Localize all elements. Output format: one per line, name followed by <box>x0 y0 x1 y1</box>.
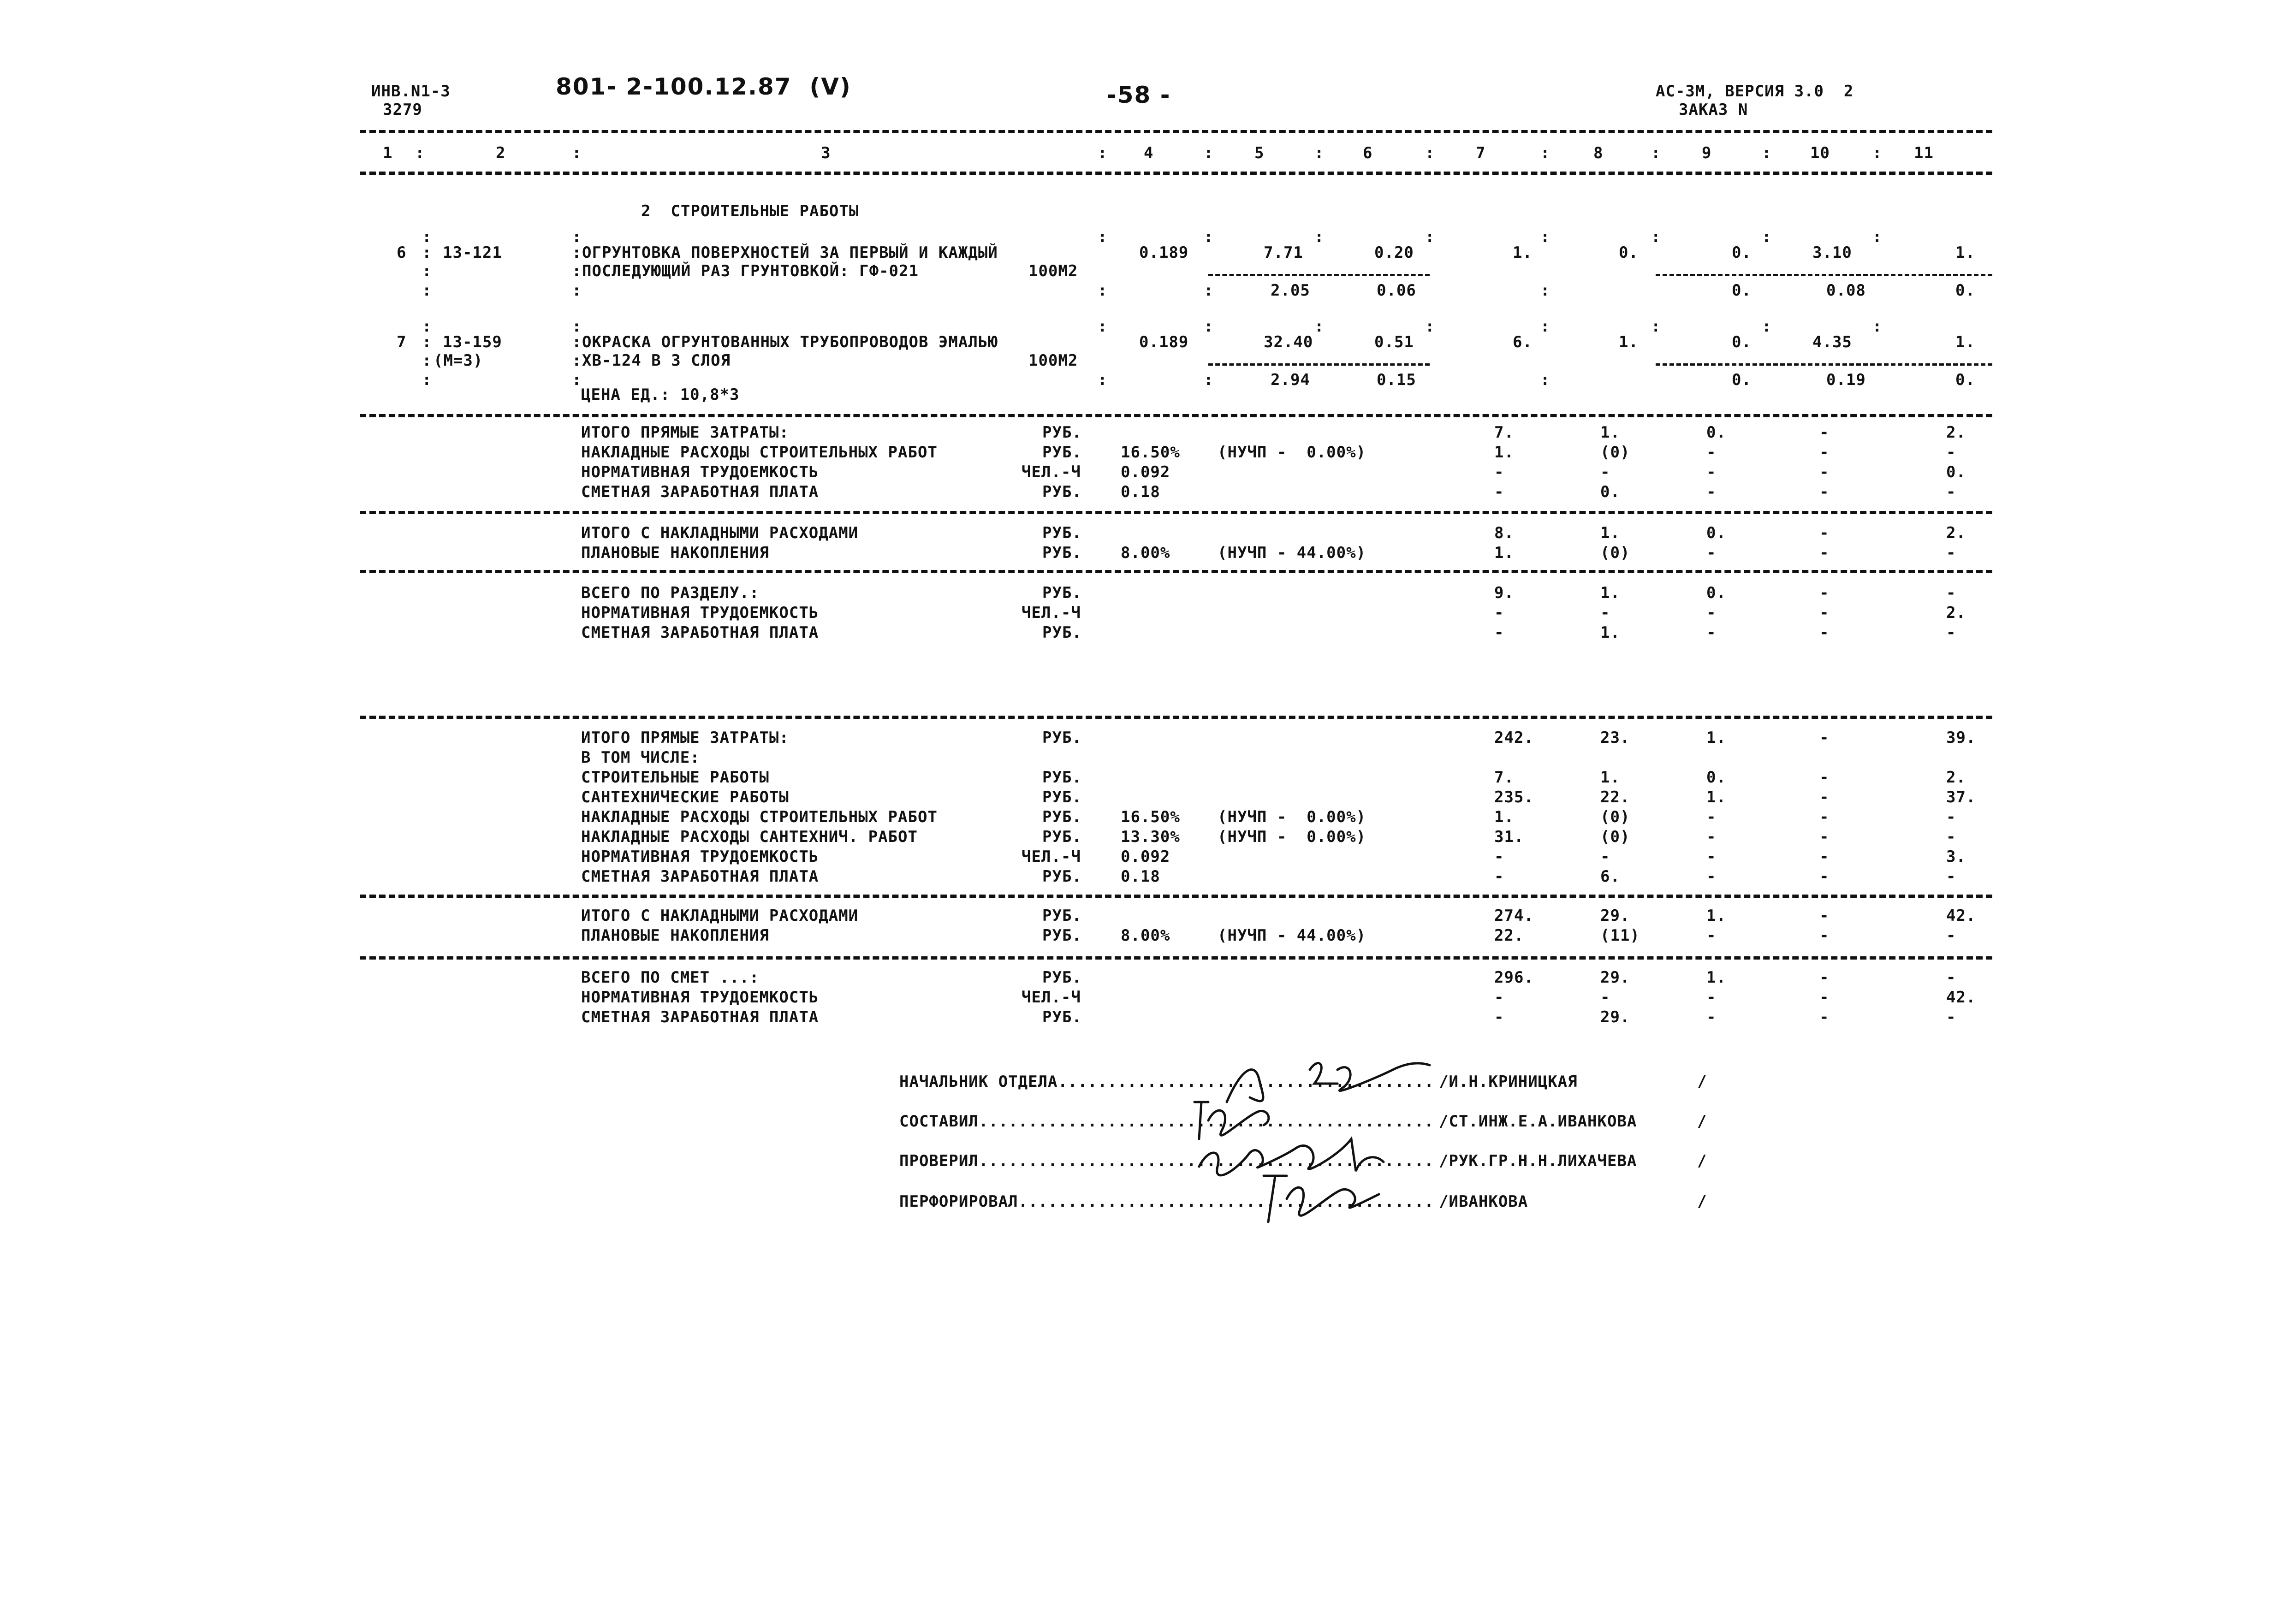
total-col7: 7. <box>1494 423 1514 442</box>
total-col7: 1. <box>1494 544 1514 562</box>
total-unit: РУБ. <box>1042 423 1082 442</box>
total-col10: - <box>1819 788 1830 806</box>
total-label: ВСЕГО ПО РАЗДЕЛУ.: <box>581 584 760 602</box>
total-label: ВСЕГО ПО СМЕТ ...: <box>581 968 760 987</box>
col11-sub-value: 0. <box>1955 371 1975 389</box>
column-number: 11 <box>1914 144 1934 162</box>
total-col9: - <box>1706 926 1717 945</box>
total-label: НАКЛАДНЫЕ РАСХОДЫ СТРОИТЕЛЬНЫХ РАБОТ <box>581 808 938 826</box>
col11-value: 1. <box>1955 333 1975 351</box>
item-description: ОКРАСКА ОГРУНТОВАННЫХ ТРУБОПРОВОДОВ ЭМАЛЬЮ <box>582 333 998 351</box>
total-col8: (0) <box>1600 828 1630 846</box>
item-number: 7 <box>397 333 407 351</box>
total-col11: - <box>1946 544 1956 562</box>
total-rate: 8.00% <box>1121 544 1170 562</box>
total-col11: 2. <box>1946 423 1966 442</box>
total-col11: - <box>1946 808 1956 826</box>
total-col10: - <box>1819 623 1830 642</box>
total-rate: 0.18 <box>1121 483 1160 501</box>
signature-perforator <box>1245 1167 1384 1227</box>
item-separator: : <box>422 351 432 370</box>
signature-name: /РУК.ГР.Н.Н.ЛИХАЧЕВА <box>1439 1152 1637 1170</box>
column-number: 3 <box>821 144 831 162</box>
total-col8: - <box>1600 604 1610 622</box>
total-col11: - <box>1946 443 1956 462</box>
total-col8: - <box>1600 848 1610 866</box>
total-col7: 7. <box>1494 768 1514 787</box>
row-marker: : <box>422 281 432 300</box>
cell-divider <box>1208 274 1430 276</box>
total-col10: - <box>1819 729 1830 747</box>
total-col9: - <box>1706 988 1717 1007</box>
section-rule <box>360 511 1992 514</box>
col8-value: 1. <box>1619 333 1639 351</box>
total-unit: РУБ. <box>1042 768 1082 787</box>
total-col8: - <box>1600 463 1610 481</box>
col5-sub-value: 2.05 <box>1271 281 1310 300</box>
row-marker: : <box>1872 317 1883 336</box>
total-col7: 296. <box>1494 968 1534 987</box>
total-col10: - <box>1819 926 1830 945</box>
total-col8: 29. <box>1600 907 1630 925</box>
total-col7: 31. <box>1494 828 1524 846</box>
total-unit: РУБ. <box>1042 867 1082 886</box>
total-col8: 23. <box>1600 729 1630 747</box>
total-label: ПЛАНОВЫЕ НАКОПЛЕНИЯ <box>581 926 769 945</box>
total-label: ИТОГО С НАКЛАДНЫМИ РАСХОДАМИ <box>581 524 859 542</box>
col10-sub-value: 0.19 <box>1826 371 1866 389</box>
item-separator: : <box>572 243 582 262</box>
total-unit: РУБ. <box>1042 808 1082 826</box>
total-col10: - <box>1819 1008 1830 1026</box>
total-col8: (11) <box>1600 926 1640 945</box>
unit-price-note: ЦЕНА ЕД.: 10,8*3 <box>581 385 740 404</box>
total-col7: - <box>1494 483 1504 501</box>
total-col10: - <box>1819 848 1830 866</box>
total-label: НОРМАТИВНАЯ ТРУДОЕМКОСТЬ <box>581 988 819 1007</box>
total-rate: 8.00% <box>1121 926 1170 945</box>
row-marker: : <box>1540 281 1550 300</box>
signature-end-mark: / <box>1697 1112 1707 1131</box>
total-unit: РУБ. <box>1042 483 1082 501</box>
signature-name: /ИВАНКОВА <box>1439 1192 1528 1211</box>
total-label: ИТОГО С НАКЛАДНЫМИ РАСХОДАМИ <box>581 907 859 925</box>
column-separator: : <box>1204 144 1214 162</box>
row-marker: : <box>1540 317 1550 336</box>
total-col11: - <box>1946 968 1956 987</box>
item-unit: 100М2 <box>1028 262 1078 280</box>
total-col10: - <box>1819 443 1830 462</box>
col6-sub-value: 0.06 <box>1377 281 1416 300</box>
total-col9: - <box>1706 623 1717 642</box>
total-unit: ЧЕЛ.-Ч <box>1022 463 1081 481</box>
total-label: СМЕТНАЯ ЗАРАБОТНАЯ ПЛАТА <box>581 623 819 642</box>
total-col11: - <box>1946 1008 1956 1026</box>
total-col8: (0) <box>1600 443 1630 462</box>
item-number: 6 <box>397 243 407 262</box>
total-col7: 1. <box>1494 443 1514 462</box>
total-col9: 0. <box>1706 423 1726 442</box>
column-number: 1 <box>383 144 393 162</box>
total-col7: 8. <box>1494 524 1514 542</box>
total-label: САНТЕХНИЧЕСКИЕ РАБОТЫ <box>581 788 789 806</box>
section-title: 2 СТРОИТЕЛЬНЫЕ РАБОТЫ <box>641 202 859 220</box>
total-col7: - <box>1494 848 1504 866</box>
total-col10: - <box>1819 544 1830 562</box>
total-col9: 1. <box>1706 788 1726 806</box>
total-unit: РУБ. <box>1042 1008 1082 1026</box>
total-col9: - <box>1706 867 1717 886</box>
total-col9: 0. <box>1706 768 1726 787</box>
row-marker: : <box>1762 228 1772 246</box>
total-label: ИТОГО ПРЯМЫЕ ЗАТРАТЫ: <box>581 423 789 442</box>
column-separator: : <box>1098 144 1108 162</box>
header-rule-bottom <box>360 172 1992 175</box>
total-unit: РУБ. <box>1042 623 1082 642</box>
total-nuchp: (НУЧП - 0.00%) <box>1218 443 1366 462</box>
total-col8: 29. <box>1600 1008 1630 1026</box>
row-marker: : <box>572 317 582 336</box>
total-col10: - <box>1819 584 1830 602</box>
total-col10: - <box>1819 463 1830 481</box>
total-col7: 242. <box>1494 729 1534 747</box>
column-number: 4 <box>1144 144 1154 162</box>
item-separator: : <box>572 351 582 370</box>
item-description-cont: ХВ-124 В 3 СЛОЯ <box>582 351 731 370</box>
total-unit: РУБ. <box>1042 968 1082 987</box>
total-col10: - <box>1819 524 1830 542</box>
total-col7: - <box>1494 867 1504 886</box>
row-marker: : <box>1540 228 1550 246</box>
row-marker: : <box>1651 228 1661 246</box>
total-rate: 13.30% <box>1121 828 1180 846</box>
cell-divider <box>1208 363 1430 366</box>
inventory-number: 3279 <box>383 101 422 119</box>
row-marker: : <box>1314 317 1325 336</box>
section-rule <box>360 716 1992 719</box>
row-marker: : <box>1540 371 1550 389</box>
total-col9: - <box>1706 443 1717 462</box>
col6-value: 0.51 <box>1374 333 1414 351</box>
total-rate: 16.50% <box>1121 443 1180 462</box>
total-col8: 29. <box>1600 968 1630 987</box>
row-marker: : <box>1204 228 1214 246</box>
total-label: НАКЛАДНЫЕ РАСХОДЫ СТРОИТЕЛЬНЫХ РАБОТ <box>581 443 938 462</box>
program-version: АС-3М, ВЕРСИЯ 3.0 2 <box>1656 82 1854 101</box>
item-unit: 100М2 <box>1028 351 1078 370</box>
signature-role: СОСТАВИЛ <box>899 1112 979 1131</box>
total-unit: ЧЕЛ.-Ч <box>1022 848 1081 866</box>
row-marker: : <box>1651 317 1661 336</box>
row-marker: : <box>1314 228 1325 246</box>
total-col10: - <box>1819 907 1830 925</box>
row-marker: : <box>1425 317 1435 336</box>
total-unit: РУБ. <box>1042 544 1082 562</box>
column-separator: : <box>1762 144 1772 162</box>
section-rule <box>360 570 1992 573</box>
total-label: НАКЛАДНЫЕ РАСХОДЫ САНТЕХНИЧ. РАБОТ <box>581 828 918 846</box>
total-col8: (0) <box>1600 808 1630 826</box>
total-unit: РУБ. <box>1042 926 1082 945</box>
col4-value: 0.189 <box>1139 333 1189 351</box>
total-col9: 0. <box>1706 524 1726 542</box>
total-col9: - <box>1706 848 1717 866</box>
total-nuchp: (НУЧП - 44.00%) <box>1218 926 1366 945</box>
total-col10: - <box>1819 867 1830 886</box>
total-unit: РУБ. <box>1042 584 1082 602</box>
signature-dots: .............................................. <box>979 1112 1434 1131</box>
total-col11: - <box>1946 828 1956 846</box>
total-col9: - <box>1706 544 1717 562</box>
total-col7: - <box>1494 604 1504 622</box>
col9-sub-value: 0. <box>1732 281 1752 300</box>
col7-value: 1. <box>1513 243 1533 262</box>
column-separator: : <box>1872 144 1883 162</box>
total-col7: - <box>1494 1008 1504 1026</box>
total-col9: - <box>1706 604 1717 622</box>
total-rate: 0.092 <box>1121 463 1170 481</box>
column-number: 8 <box>1593 144 1604 162</box>
item-separator: : <box>572 333 582 351</box>
total-nuchp: (НУЧП - 0.00%) <box>1218 808 1366 826</box>
total-label: В ТОМ ЧИСЛЕ: <box>581 748 700 767</box>
column-number: 7 <box>1476 144 1486 162</box>
total-col8: 6. <box>1600 867 1620 886</box>
row-marker: : <box>1425 228 1435 246</box>
total-rate: 0.092 <box>1121 848 1170 866</box>
total-col10: - <box>1819 423 1830 442</box>
column-number: 6 <box>1363 144 1373 162</box>
total-col9: - <box>1706 483 1717 501</box>
column-number: 5 <box>1254 144 1265 162</box>
row-marker: : <box>1204 317 1214 336</box>
row-marker: : <box>572 371 582 389</box>
total-nuchp: (НУЧП - 0.00%) <box>1218 828 1366 846</box>
total-col11: - <box>1946 867 1956 886</box>
total-col8: (0) <box>1600 544 1630 562</box>
header-rule-top <box>360 130 1992 133</box>
item-code: 13-121 <box>443 243 502 262</box>
total-col10: - <box>1819 988 1830 1007</box>
col10-value: 4.35 <box>1812 333 1852 351</box>
total-col9: - <box>1706 1008 1717 1026</box>
total-col11: 42. <box>1946 907 1976 925</box>
item-code-extra: (М=3) <box>434 351 483 370</box>
row-marker: : <box>1098 228 1108 246</box>
total-col7: 274. <box>1494 907 1534 925</box>
total-col8: 1. <box>1600 524 1620 542</box>
total-col9: - <box>1706 828 1717 846</box>
total-col7: 235. <box>1494 788 1534 806</box>
signature-name: /СТ.ИНЖ.Е.А.ИВАНКОВА <box>1439 1112 1637 1131</box>
total-label: ПЛАНОВЫЕ НАКОПЛЕНИЯ <box>581 544 769 562</box>
total-label: НОРМАТИВНАЯ ТРУДОЕМКОСТЬ <box>581 848 819 866</box>
total-col8: 1. <box>1600 584 1620 602</box>
total-col10: - <box>1819 768 1830 787</box>
col6-sub-value: 0.15 <box>1377 371 1416 389</box>
row-marker: : <box>1098 317 1108 336</box>
col9-value: 0. <box>1732 333 1752 351</box>
col9-value: 0. <box>1732 243 1752 262</box>
signature-role: ПРОВЕРИЛ <box>899 1152 979 1170</box>
column-separator: : <box>1540 144 1550 162</box>
total-nuchp: (НУЧП - 44.00%) <box>1218 544 1366 562</box>
total-col8: 1. <box>1600 423 1620 442</box>
signature-end-mark: / <box>1697 1192 1707 1211</box>
total-col7: - <box>1494 463 1504 481</box>
total-label: НОРМАТИВНАЯ ТРУДОЕМКОСТЬ <box>581 463 819 481</box>
col4-value: 0.189 <box>1139 243 1189 262</box>
total-col11: - <box>1946 623 1956 642</box>
column-separator: : <box>1651 144 1661 162</box>
total-col9: - <box>1706 463 1717 481</box>
total-col11: 2. <box>1946 604 1966 622</box>
total-label: СМЕТНАЯ ЗАРАБОТНАЯ ПЛАТА <box>581 867 819 886</box>
total-col9: 0. <box>1706 584 1726 602</box>
row-marker: : <box>1872 228 1883 246</box>
col5-value: 32.40 <box>1264 333 1313 351</box>
total-label: СМЕТНАЯ ЗАРАБОТНАЯ ПЛАТА <box>581 483 819 501</box>
total-col10: - <box>1819 808 1830 826</box>
item-separator: : <box>422 333 432 351</box>
total-unit: РУБ. <box>1042 828 1082 846</box>
section-rule <box>360 956 1992 960</box>
order-label: ЗАКАЗ N <box>1679 101 1748 119</box>
total-label: СМЕТНАЯ ЗАРАБОТНАЯ ПЛАТА <box>581 1008 819 1026</box>
total-unit: РУБ. <box>1042 524 1082 542</box>
total-col11: 2. <box>1946 524 1966 542</box>
row-marker: : <box>422 371 432 389</box>
column-separator: : <box>1314 144 1325 162</box>
item-description: ОГРУНТОВКА ПОВЕРХНОСТЕЙ ЗА ПЕРВЫЙ И КАЖДЫЙ <box>582 243 998 262</box>
page-number: -58 - <box>1107 82 1171 108</box>
total-label: СТРОИТЕЛЬНЫЕ РАБОТЫ <box>581 768 769 787</box>
total-col9: 1. <box>1706 968 1726 987</box>
total-col11: 37. <box>1946 788 1976 806</box>
signature-role: ПЕРФОРИРОВАЛ <box>899 1192 1018 1211</box>
signature-name: /И.Н.КРИНИЦКАЯ <box>1439 1073 1578 1091</box>
item-code: 13-159 <box>443 333 502 351</box>
section-rule <box>360 414 1992 417</box>
document-code: 801- 2-100.12.87 (V) <box>556 73 851 100</box>
col6-value: 0.20 <box>1374 243 1414 262</box>
column-separator: : <box>415 144 425 162</box>
row-marker: : <box>1762 317 1772 336</box>
total-col11: - <box>1946 584 1956 602</box>
item-separator: : <box>572 262 582 280</box>
row-marker: : <box>1204 371 1214 389</box>
total-col7: - <box>1494 623 1504 642</box>
signature-dots: ...................................... <box>1058 1073 1434 1091</box>
row-marker: : <box>572 281 582 300</box>
col8-value: 0. <box>1619 243 1639 262</box>
item-description-cont: ПОСЛЕДУЮЩИЙ РАЗ ГРУНТОВКОЙ: ГФ-021 <box>582 262 919 280</box>
total-col7: 1. <box>1494 808 1514 826</box>
total-col11: 42. <box>1946 988 1976 1007</box>
total-col9: - <box>1706 808 1717 826</box>
column-separator: : <box>1425 144 1435 162</box>
total-unit: РУБ. <box>1042 729 1082 747</box>
row-marker: : <box>422 317 432 336</box>
total-col11: 0. <box>1946 463 1966 481</box>
col5-sub-value: 2.94 <box>1271 371 1310 389</box>
total-unit: РУБ. <box>1042 443 1082 462</box>
total-rate: 16.50% <box>1121 808 1180 826</box>
total-label: НОРМАТИВНАЯ ТРУДОЕМКОСТЬ <box>581 604 819 622</box>
col11-value: 1. <box>1955 243 1975 262</box>
total-col8: - <box>1600 988 1610 1007</box>
total-col10: - <box>1819 604 1830 622</box>
total-col11: - <box>1946 926 1956 945</box>
signature-dots: .............................................. <box>979 1152 1434 1170</box>
item-separator: : <box>422 262 432 280</box>
total-col9: 1. <box>1706 907 1726 925</box>
total-col10: - <box>1819 483 1830 501</box>
total-rate: 0.18 <box>1121 867 1160 886</box>
total-col10: - <box>1819 968 1830 987</box>
total-col8: 1. <box>1600 623 1620 642</box>
col11-sub-value: 0. <box>1955 281 1975 300</box>
row-marker: : <box>1098 371 1108 389</box>
signature-dots: .......................................... <box>1018 1192 1434 1211</box>
total-label: ИТОГО ПРЯМЫЕ ЗАТРАТЫ: <box>581 729 789 747</box>
total-col8: 0. <box>1600 483 1620 501</box>
total-col7: - <box>1494 988 1504 1007</box>
signature-end-mark: / <box>1697 1152 1707 1170</box>
row-marker: : <box>572 228 582 246</box>
section-rule <box>360 895 1992 898</box>
cell-divider <box>1656 274 1992 276</box>
inventory-label: ИНВ.N1-3 <box>371 82 451 101</box>
total-col10: - <box>1819 828 1830 846</box>
column-number: 2 <box>496 144 506 162</box>
total-unit: ЧЕЛ.-Ч <box>1022 988 1081 1007</box>
row-marker: : <box>1204 281 1214 300</box>
cell-divider <box>1656 363 1992 366</box>
total-col7: 9. <box>1494 584 1514 602</box>
col10-sub-value: 0.08 <box>1826 281 1866 300</box>
row-marker: : <box>1098 281 1108 300</box>
col5-value: 7.71 <box>1264 243 1303 262</box>
column-number: 9 <box>1702 144 1712 162</box>
col10-value: 3.10 <box>1812 243 1852 262</box>
total-unit: РУБ. <box>1042 788 1082 806</box>
total-unit: РУБ. <box>1042 907 1082 925</box>
total-col11: 3. <box>1946 848 1966 866</box>
item-separator: : <box>422 243 432 262</box>
column-number: 10 <box>1810 144 1830 162</box>
total-unit: ЧЕЛ.-Ч <box>1022 604 1081 622</box>
total-col8: 1. <box>1600 768 1620 787</box>
col9-sub-value: 0. <box>1732 371 1752 389</box>
total-col8: 22. <box>1600 788 1630 806</box>
signature-end-mark: / <box>1697 1073 1707 1091</box>
total-col7: 22. <box>1494 926 1524 945</box>
total-col11: - <box>1946 483 1956 501</box>
col7-value: 6. <box>1513 333 1533 351</box>
total-col11: 2. <box>1946 768 1966 787</box>
column-separator: : <box>572 144 582 162</box>
total-col9: 1. <box>1706 729 1726 747</box>
total-col11: 39. <box>1946 729 1976 747</box>
row-marker: : <box>422 228 432 246</box>
signature-role: НАЧАЛЬНИК ОТДЕЛА <box>899 1073 1058 1091</box>
